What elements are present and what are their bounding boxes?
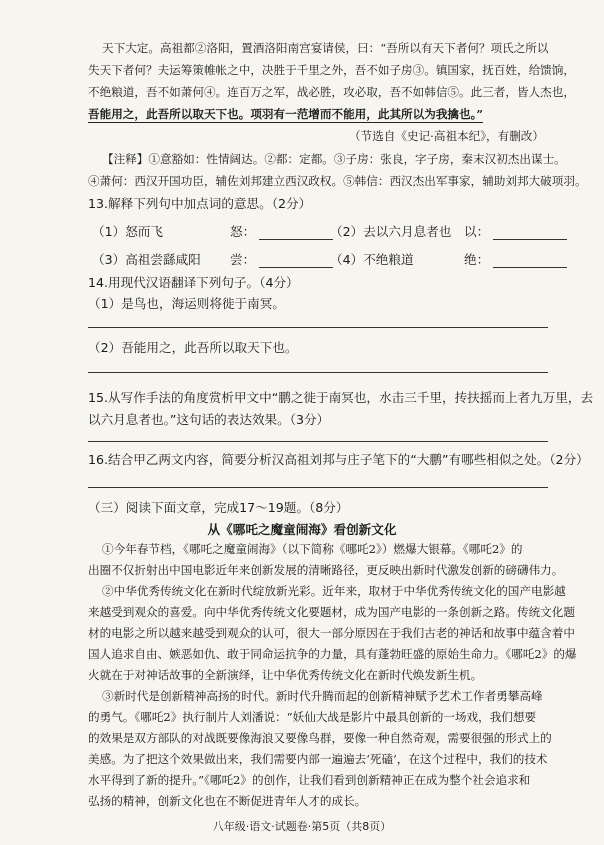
notes-line: ④萧何：西汉开国功臣，辅佐刘邦建立西汉政权。⑤韩信：西汉杰出军事家，辅助刘邦大破项羽。 [88, 174, 587, 188]
article-line: 材的电影之所以越来越受到观众的认可，很大一部分原因在于我们古老的神话和故事中蕴含着中 [88, 626, 575, 640]
answer-line[interactable] [88, 487, 548, 488]
question-14-stem: 14.用现代汉语翻译下列句子。（4分） [88, 275, 299, 290]
article-line: 美感。为了把这个效果做出来，我们需要内部一遍遍去‘死磕’，在这个过程中，我们的技术 [88, 752, 548, 766]
section-3-heading: （三）阅读下面文章，完成17～19题。（8分） [88, 500, 349, 515]
q13-answer-4[interactable]: 绝： [464, 249, 567, 268]
q13-answer-2[interactable]: 以： [464, 221, 567, 240]
passage-line-underlined: 吾能用之，此吾所以取天下也。项羽有一范增而不能用，此其所以为我擒也。” [88, 107, 484, 121]
q13-item-4: （4）不绝粮道 [330, 252, 414, 267]
q13-item-3: （3）高祖尝繇咸阳 [92, 252, 201, 267]
article-line: 国人追求自由、嫉恶如仇、敢于同命运抗争的力量，具有蓬勃旺盛的原始生命力。《哪吒2》的爆 [88, 647, 577, 661]
article-line: 出圈不仅折射出中国电影近年来创新发展的清晰路径，更反映出新时代激发创新的磅礴伟力。 [88, 563, 564, 577]
answer-line[interactable] [88, 441, 548, 442]
passage-line: 天下大定。高祖都②洛阳，置酒洛阳南宫宴请侯，曰：“吾所以有天下者何？项氏之所以 [102, 41, 549, 55]
article-line: 来越受到观众的喜爱。向中华优秀传统文化要题材，成为国产电影的一条创新之路。传统文化题 [88, 605, 575, 619]
article-line: 弘扬的精神，创新文化也在不断促进青年人才的成长。 [88, 794, 367, 808]
q13-item-2: （2）去以六月息者也 [330, 224, 452, 239]
article-line: 的效果是双方部队的对战既要像海浪又要像鸟群，要像一种自然奇观，需要很强的形式上的 [88, 731, 552, 745]
article-line: ②中华优秀传统文化在新时代绽放新光彩。近年来，取材于中华优秀传统文化的国产电影越 [102, 584, 566, 598]
question-15-line: 15.从写作手法的角度赏析甲文中“鹏之徙于南冥也，水击三千里，抟扶摇而上者九万里，去 [88, 390, 594, 405]
article-line: ③新时代是创新精神高扬的时代。新时代升腾而起的创新精神赋予艺术工作者勇攀高峰 [102, 689, 543, 703]
article-title: 从《哪吒之魔童闹海》看创新文化 [207, 522, 397, 537]
q13-answer-3[interactable]: 尝： [230, 249, 333, 268]
passage-source: （节选自《史记·高祖本纪》，有删改） [349, 129, 544, 143]
question-15-line: 以六月息者也。”这句话的表达效果。（3分） [88, 412, 330, 427]
article-line: 火就在于对神话故事的全新演绎，让中华优秀传统文化在新时代焕发新生机。 [88, 668, 483, 682]
notes-line: 【注释】①意豁如：性情阔达。②都：定都。③子房：张良，字子房，秦末汉初杰出谋士。 [102, 152, 566, 166]
answer-line[interactable] [88, 327, 548, 328]
passage-line: 不绝粮道，吾不如萧何④。连百万之军，战必胜，攻必取，吾不如韩信⑤。此三者，皆人杰也， [88, 85, 575, 99]
q14-item-1: （1）是鸟也，海运则将徙于南冥。 [88, 296, 285, 311]
article-line: 的勇气。《哪吒2》执行制片人刘潘说：“妖仙大战是影片中最具创新的一场戏，我们想要 [88, 710, 537, 724]
answer-line[interactable] [88, 372, 548, 373]
question-16-stem: 16.结合甲乙两文内容，简要分析汉高祖刘邦与庄子笔下的“大鹏”有哪些相似之处。（2分） [88, 452, 589, 467]
article-line: 水平得到了新的提升。”《哪吒2》的创作，让我们看到创新精神正在成为整个社会追求和 [88, 773, 531, 787]
q14-item-2: （2）吾能用之，此吾所以取天下也。 [88, 340, 298, 355]
page-footer: 八年级·语文·试题卷·第5页（共8页） [212, 820, 392, 833]
passage-line: 失天下者何？夫运筹策帷帐之中，决胜于千里之外，吾不如子房③。镇国家，抚百姓，给馈饷， [88, 63, 575, 77]
question-13-stem: 13.解释下列句中加点词的意思。（2分） [88, 196, 312, 211]
article-line: ①今年春节档，《哪吒之魔童闹海》（以下简称《哪吒2》）燃爆大银幕。《哪吒2》的 [102, 542, 523, 556]
q13-item-1: （1）怒而飞 [92, 224, 163, 239]
q13-answer-1[interactable]: 怒： [230, 221, 333, 240]
